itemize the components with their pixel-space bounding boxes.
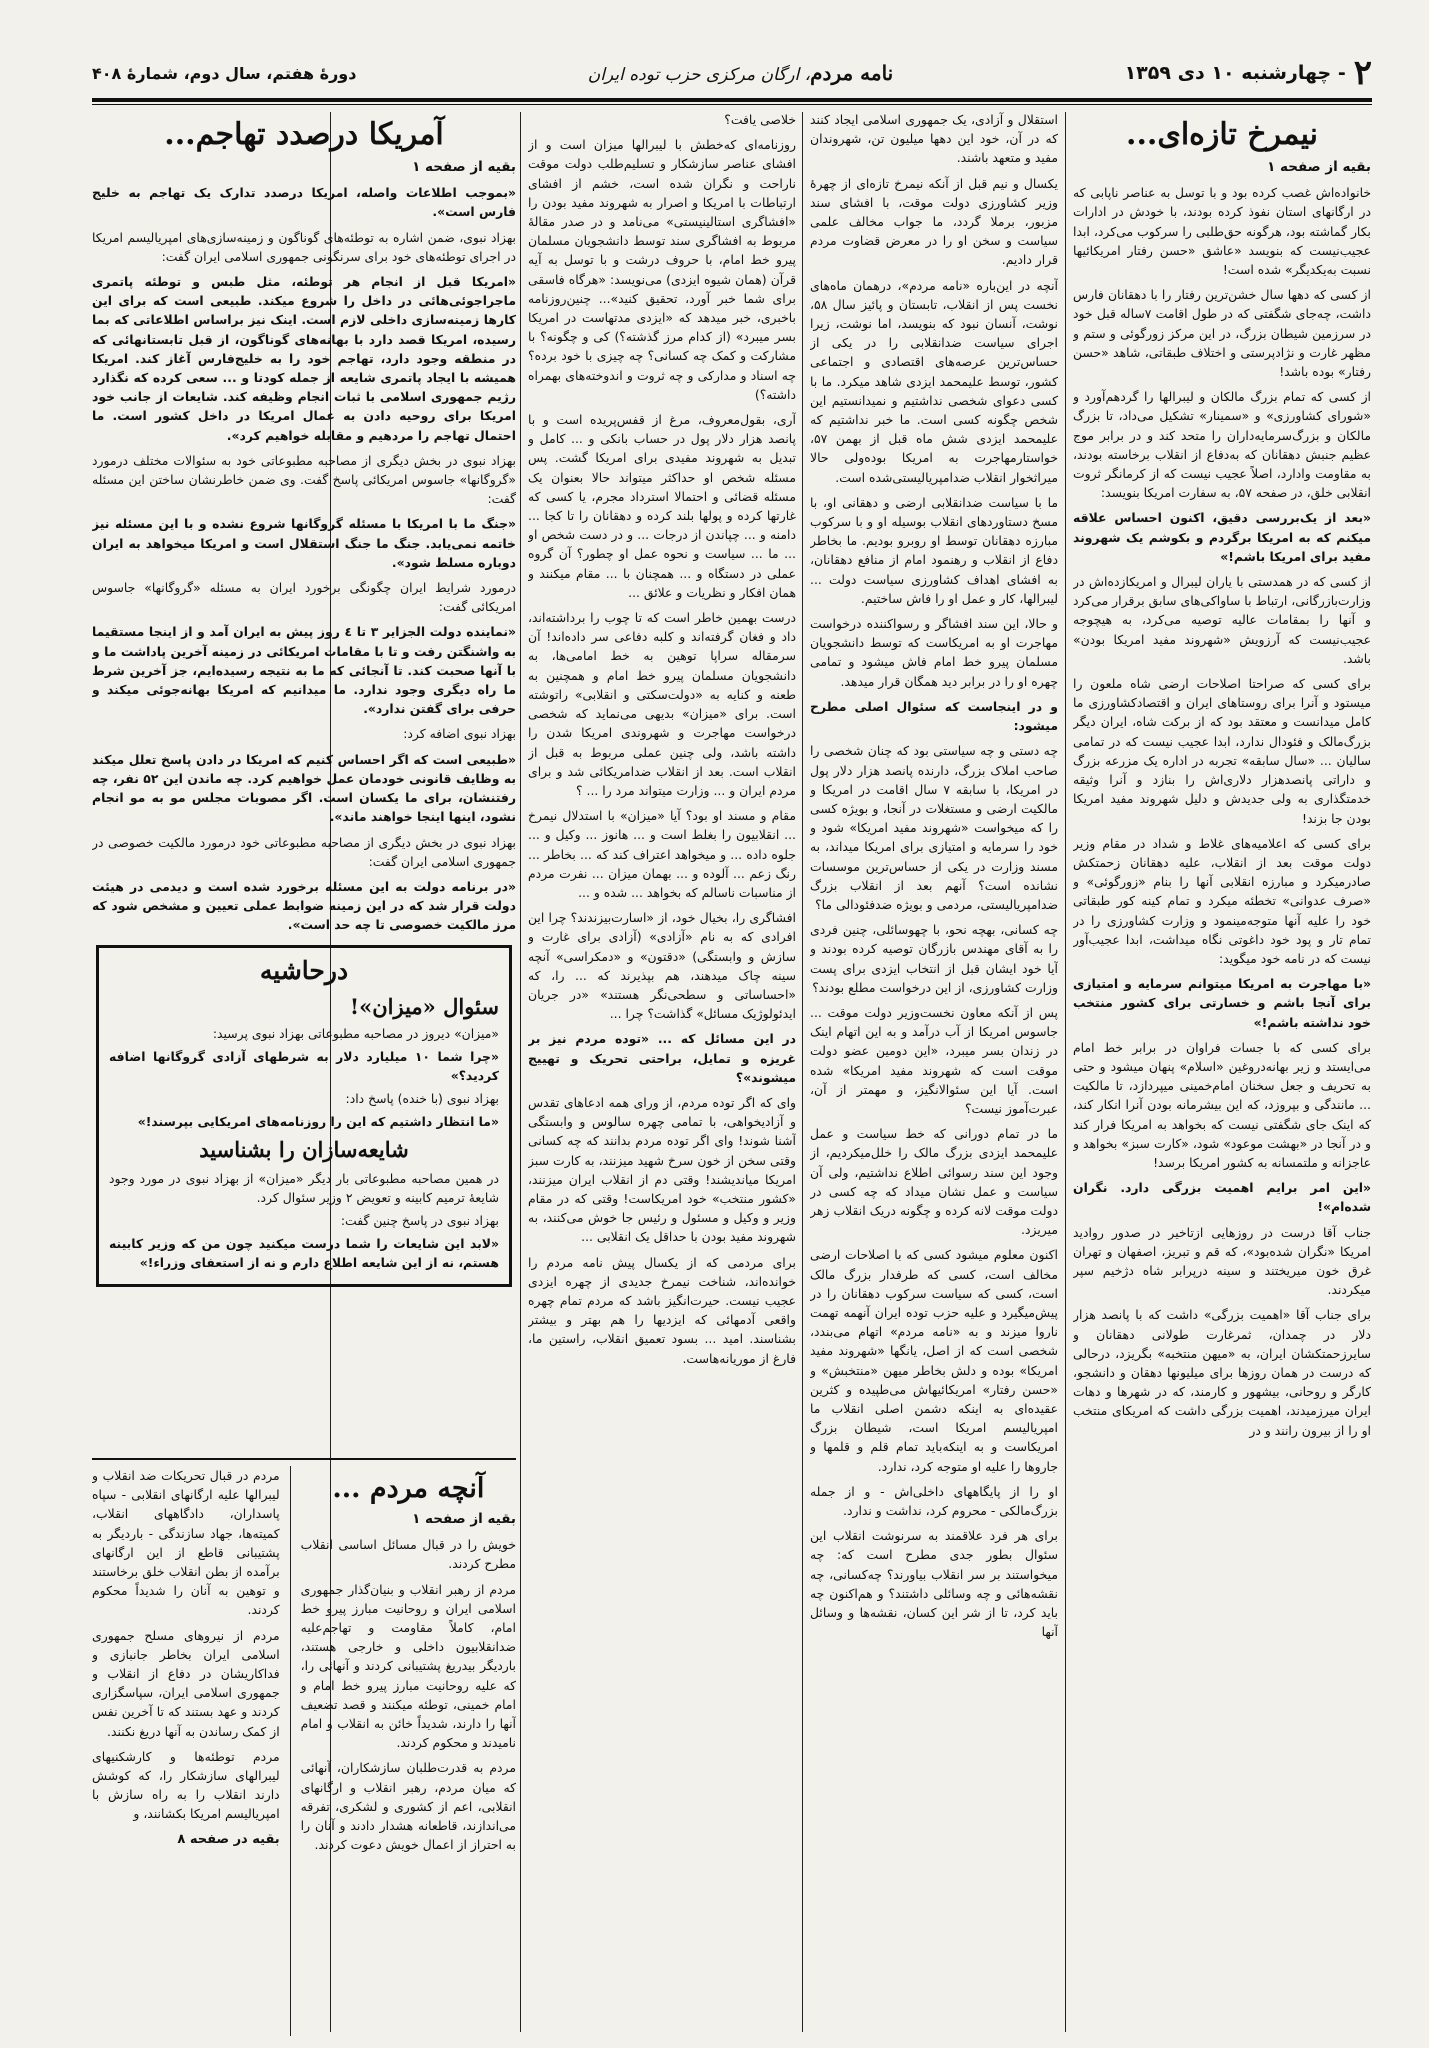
article-anche-mardom — [92, 1466, 516, 2036]
masthead-rule-thin — [92, 104, 1372, 105]
paragraph: اکنون معلوم میشود کسی که با اصلاحات ارضی مخالف است، کسی که طرفدار بزرگ مالک است، کسی که سیاست سرکوب دهقانان را در پیش‌میگیرد و علیه حزب توده ایران آنهمه تهمت ناروا میزند و به «نامه مردم» اتهام می‌بندد، شخصی است که از اصل، یانگها «شهروند مفید امریکا» بوده و دلش بخاطر میهن «منتخبش» و «حسن رفتار» امریکائیهاش می‌طپیده و کثرین عقیده‌ای به اینکه دشمن اصلی انقلاب ما امپریالیسم امریکا است، شیطان بزرگ امریکاست و به اینکه‌باید تمام قلم و قلمها و جاروها را علیه او متوجه کرد، ندارد. — [810, 1247, 1058, 1474]
paragraph: خویش را در قبال مسائل اساسی انقلاب مطرح کردند. — [300, 1537, 516, 1572]
paragraph: در همین مصاحبه مطبوعاتی بار دیگر «میزان» از بهزاد نبوی در مورد وجود شایعهٔ ترمیم کابینه و تعویض ۲ وزیر سئوال کرد. — [109, 1170, 499, 1205]
continued-from: بقیه از صفحه ۱ — [412, 159, 516, 175]
quote-paragraph: «طبیعی است که اگر احساس کنیم که امریکا در دادن پاسخ تعلل میکند به وظایف قانونی خودمان عمل خواهیم کرد. چه ماندن این ۵۲ نفر، چه رفتنشان، برای ما یکسان است. اگر مصوبات مجلس مو به مو انجام نشود، اینها اینجا خواهند ماند». — [92, 751, 516, 825]
article-subcolumn — [92, 1466, 280, 2036]
article-tahajom — [92, 110, 516, 1450]
paragraph: وای که اگر توده مردم، از ورای همه ادعاهای تقدس و آزادیخواهی، با تمامی چهره سالوس و وابستگی آشنا شوند! وای اگر توده مردم بدانند که چه کسانی وقتی سخن از خون سرخ شهید میزنند، به کارت سبز امریکا میاندیشند! وقتی دم از انقلاب ایران میزنند، «کشور منتخب» خود امریکاست! وقتی که در مقام وزیر و وکیل و مسئول و رئیس جا خوش می‌کنند، به شهروند مفید بودن با حداقل یک انقلابی ... — [528, 1094, 796, 1245]
box-title: درحاشیه — [259, 955, 349, 985]
paragraph: خانواده‌اش غصب کرده بود و با توسل به عناصر ناپابی که در ارگانهای استان نفوذ کرده بودند، با خودش در ادارات بکار گماشته بود، هرگونه حق‌طلبی را سرکوب می‌کرد، ابدا عجیب‌نیست که بنویسد «عاشق «حسن رفتار امریکائیها نسبت به‌یکدیگر» شده است! — [1073, 185, 1371, 278]
article-body-columns — [92, 1466, 516, 2036]
paragraph: روزنامه‌ای که‌خطش با لیبرالها میزان است و از افشای عناصر سازشکار و تسلیم‌طلب دولت موقت ناراحت و نگران شده است، خشم از افشای ارتباطات با امریکا و اصرار به شهروند مفید بودن را «افشاگری استالینیستی» می‌نامد و در صدر مقالهٔ مربوط به افشاگری سند توسط دانشجویان مسلمان پیرو خط امام، با حروف درشت و با توسل به آیه قرآن (همان شیوه ایزدی) می‌نویسد: «هرگاه فاسقی برای شما خبر آورد، تحقیق کنید»... چنین‌روزنامه باخبری، خبر میدهد که «ایزدی مدتهاست در امریکا بسر میبرد» (از کدام مرز گذشته؟) کی و چگونه؟ با مشارکت و کمک چه کسانی؟ چه چیزی با خود برده؟ چه اسناد و مدارکی و چه ثروت و اندوخته‌های بهمراه داشته؟) — [528, 137, 796, 402]
paragraph: برای کسی که صراحتا اصلاحات ارضی شاه ملعون را میستود و آنرا برای روستاهای ایران و اقتصادکشاورزی ما کامل میدانست و معتقد بود که از برکت شاه، ایران دیگر بزرگ‌مالک و فئودال ندارد، ابدا عجیب نیست که در تمامی سالیان ... «سال سابقه» تجربه در اداره یک مزرعه بزرگ و داراتی پانصدهزار دلاری‌اش را بنازد و آنرا وثیقه خدمتگذاری به ولی جدیدش و دلیل شهروند مفید امریکا بودن جا بزند! — [1073, 676, 1371, 826]
paragraph: برای هر فرد علاقمند به سرنوشت انقلاب این سئوال بطور جدی مطرح است که: چه میخواستند بر سر انقلاب بیاورند؟ چه‌کسانی، چه نقشه‌هائی و چه وسائلی داشتند؟ و هم‌اکنون چه باید کرد، تا از شر این کسان، نقشه‌ها و وسائل آنها — [810, 1528, 1058, 1640]
paragraph: چه کسانی، بهچه نحو، با چهوسائلی، چنین فردی را به آقای مهندس بازرگان توصیه کرده بودند و آیا خود ایشان قبل از انتخاب ایزدی برای پست وزارت کشاورزی، از این درخواست مطلع بودند؟ — [810, 922, 1058, 995]
article-title: نیمرخ تازه‌ای... — [1126, 117, 1318, 152]
paragraph: برای جناب آقا «اهمیت بزرگی» داشت که با پانصد هزار دلار در چمدان، ثمرغارت طولانی دهقانان و سایرزحمتکشان ایران، به «میهن منتخبه» بگریزد، درحالی که درست در همان روزها برای میلیونها دهقان و دانشجو، کارگر و روحانی، بیشهور و کارمند، که در شهرها و دهات ایران میرزمیدند، اهمیت بزرگی داشت که امریکای منتخب او را از بیرون رانند و در — [1073, 1307, 1371, 1438]
paragraph: مردم در قبال تحریکات ضد انقلاب و لیبرالها علیه ارگانهای انقلابی - سپاه پاسداران، دادگاههای انقلاب، کمیته‌ها، جهاد سازندگی - باردیگر به پشتیبانی قاطع از این ارگانهای برآمده از بطن انقلاب خلق برخاستند و توهین به آنان را شدیداً محکوم کردند. — [92, 1468, 280, 1618]
paragraph: استقلال و آزادی، یک جمهوری اسلامی ایجاد کنند که در آن، خود این دهها میلیون تن، شهروندان مفید و متعهد باشند. — [810, 112, 1058, 166]
paragraph: پس از آنکه معاون نخست‌وزیر دولت موقت ... جاسوس امریکا از آب درآمد و به این اتهام اینک در زندان بسر میبرد، «این دومین عضو دولت موقت است که شهروند مفید امریکا» شده است. آیا این سئوالانگیز، و مهمتر از آن، عبرت‌آموز نیست؟ — [810, 1004, 1058, 1116]
paragraph: درمورد شرایط ایران چگونگی برخورد ایران به مسئله «گروگانها» جاسوس امریکائی گفت: — [92, 580, 516, 615]
paragraph: ما با سیاست ضدانقلابی ارضی و دهقانی او، با مسخ دستاوردهای انقلاب بوسیله او و با سرکوب مبارزه دهقانان توسط او روبرو بودیم. ما بخاطر دفاع از انقلاب و رهنمود امام از منافع دهقانان، به افشای اهداف کشاورزی سیاست دولت ... لیبرالها، کار و عمل او را فاش ساختیم. — [810, 494, 1058, 606]
paragraph: مردم به قدرت‌طلبان سازشکاران، آنهائی که میان مردم، رهبر انقلاب و ارگانهای انقلابی، اعم از کشوری و لشکری، تفرقه می‌اندازند، قاطعانه هشدار دادند و آنان را به احتراز از اعمال خویش دعوت کردند. — [300, 1760, 516, 1853]
paragraph: بهزاد نبوی در بخش دیگری از مصاحبه مطبوعاتی خود درمورد مالکیت خصوصی در جمهوری اسلامی ایران گفت: — [92, 834, 516, 869]
sidebar-box-dar-hashieh — [96, 945, 512, 1287]
column-divider — [520, 112, 521, 2032]
paragraph: بهزاد نبوی، ضمن اشاره به توطئه‌های گوناگون و زمینه‌سازی‌های امپریالیسم امریکا در اجرای توطئه‌های خود برای سرنگونی جمهوری اسلامی ایران گفت: — [92, 229, 516, 264]
continued-from: بقیه از صفحه ۱ — [1267, 159, 1371, 175]
paragraph: جناب آقا درست در روزهایی ازتاخیر در صدور روادید امریکا «نگران شده‌بود»، که قم و تبریز، اصفهان و تهران غرق خون میریختند و سینه درپرابر شاه دژخیم سپر میکردند. — [1073, 1224, 1371, 1298]
paragraph: و در اینجاست که سئوال اصلی مطرح میشود: — [810, 698, 1058, 734]
paragraph: از کسی که تمام بزرگ مالکان و لیبرالها را گردهم‌آورد و «شورای کشاورزی» و «سمینار» تشکیل می‌داد، تا بزرگ مالکان و بزرگ‌سرمایه‌داران را متحد کند و در برابر موج عظیم جنبش دهقانان که به‌دفاع از انقلاب برخاسته بودند، به مقاومت وادارد، اصلاً عجیب نیست که از کرمانگر ثروت انقلابی خلق، در صفحه ۵۷، به سفارت امریکا بنویسد: — [1073, 389, 1371, 501]
article-nimrokh-continued — [810, 110, 1058, 2035]
quote-paragraph: «چرا شما ۱۰ میلیارد دلار به شرطهای آزادی گروگانها اضافه کردید؟» — [109, 1048, 499, 1083]
paragraph: مردم از نیروهای مسلح جمهوری اسلامی ایران بخاطر جانبازی و فداکاریشان در دفاع از انقلاب و جمهوری اسلامی ایران، سپاسگزاری کردند و عهد بستند که تا آخرین نفس از کمک رساندن به آنها دریغ نکنند. — [92, 1627, 280, 1739]
box-subheading: سئوال «میزان»! — [349, 993, 499, 1019]
quote-paragraph: «لابد این شایعات را شما درست میکنید چون من که وزیر کابینه هستم، نه از این شایعه اطلاع دارم و نه از استعفای وزراء!» — [109, 1235, 499, 1270]
paragraph: «بموجب اطلاعات واصله، امریکا درصدد تدارک یک تهاجم به خلیج فارس است». — [92, 185, 516, 220]
paragraph: بهزاد نبوی (با خنده) پاسخ داد: — [345, 1090, 499, 1106]
paragraph: بهزاد نبوی اضافه کرد: — [403, 726, 516, 742]
paragraph: آنچه در این‌باره «نامه مردم»، درهمان ماه‌های نخست پس از انقلاب، تابستان و پائیز سال ۵۸، نوشت، آنسان نبود که بنویسد، اما نوشت، زیرا اجرای سیاست ضدانقلابی را در یکی از حساس‌ترین عرصه‌های اقتصادی و اجتماعی کشور، توسط علیمحمد ایزدی شاهد میکرد. ما با کسی دعوای شخصی نداشتیم و نمیدانستیم این شخص چگونه کسی است. ما خبر نداشتیم که علیمحمد ایزدی شش ماه قبل از بهمن ۵۷، خواستارمهاجرت به امریکا بوده‌ولی حالا میراثخوار انقلاب ضدامپریالیستی‌شده است. — [810, 277, 1058, 485]
paragraph: از کسی که دهها سال خشن‌ترین رفتار را با دهقانان فارس داشت، چه‌جای شگفتی که در طول اقامت ۷ساله قبل خود در سرزمین شیطان بزرگ، در این مرکز زورگوئی و ستم و مظهر غارت و نژادپرستی و اختلاف طبقاتی، شاهد «حسن رفتار» بوده باشد! — [1073, 287, 1371, 380]
page-number: ۲ — [1353, 53, 1372, 93]
paragraph: خلاصی یافت؟ — [724, 112, 796, 127]
column-divider — [290, 1466, 291, 2036]
section-rule — [92, 1458, 516, 1460]
quote-paragraph: «ما انتظار داشتیم که این را روزنامه‌های امریکایی بپرسند!» — [137, 1113, 499, 1129]
quote-paragraph: «این امر برایم اهمیت بزرگی دارد. نگران شده‌ام»! — [1073, 1180, 1371, 1215]
paragraph: از کسی که در همدستی با یاران لیبرال و امریکازده‌اش در وزارت‌بازرگانی، ارتباط با ساواکی‌های سابق برقرار می‌کرد و آنها را بمقامات عالیه توصیه می‌کرد، به هیچوجه عجیب‌نیست که آرزویش «شهروند مفید امریکا بودن» باشد. — [1073, 574, 1371, 666]
masthead — [92, 52, 1372, 94]
continued-on: بقیه در صفحه ۸ — [177, 1831, 280, 1847]
article-subcolumn — [301, 1466, 516, 2036]
paragraph: برای کسی که اعلامیه‌های غلاط و شداد در مقام وزیر دولت موقت بعد از انقلاب، علیه دهقانان زحمتکش صادرمیکرد و مبارزه انقلابی آنها را بنام «زورگوئی» و «صرف عدوانی» تخطئه میکرد و تمام کینه کور طبقاتی خود را علیه آنها متوجه‌مینمود و وزارت کشاورزی را در تمام تار و پود خود داغوتی نگاه میداشت، ابدا عجیب‌آور نیست که در نامه خود میگوید: — [1073, 835, 1371, 966]
paragraph: بهزاد نبوی در پاسخ چنین گفت: — [340, 1212, 499, 1228]
masthead-rule — [92, 98, 1372, 102]
quote-paragraph: «امریکا قبل از انجام هر توطئه، مثل طبس و توطئه پاتمری ماجراجوئی‌هائی در داخل را شروع میکند. طبیعی است که برای این کارها زمینه‌سازی داخلی لازم است. اینک نیز براساس اطلاعاتی که بما رسیده، امریکا قصد دارد با بهانه‌های گوناگون، از قبل تابستانهائی که در منطقه وجود دارد، تهاجم خود را به خلیج‌فارس آغاز کند. امریکا همیشه با ایجاد پاتمری شایعه از جمله کودتا و ... سعی کرده که نگذارد رژیم جمهوری اسلامی با ثبات انجام وظیفه کند. شایعات از جانب خود امریکا برای روحیه دادن به عمال امریکا در داخل کشور است. ما احتمال تهاجم را مردهیم و مقابله خواهیم کرد». — [92, 274, 516, 443]
paragraph: «میزان» دیروز در مصاحبه مطبوعاتی بهزاد نبوی پرسید: — [212, 1025, 499, 1041]
article-title: آنچه مردم ... — [332, 1473, 485, 1504]
article-title: آمریکا درصدد تهاجم... — [164, 117, 444, 152]
article-nimrokh — [1073, 110, 1371, 2035]
paragraph: برای کسی که با جسات فراوان در برابر خط امام می‌ایستد و زیر بهانه‌دروغین «اسلام» پنهان میشود و حتی به تحریف و جعل سخنان امام‌خمینی میپردازد، تا مالکیت ... مانندگی و بپروزد، که این بیشرمانه بودن آنرا انکار کند، که اینک جای شگفتی نیست که بخواهد به امریکا فرار کند و در آنجا در «بهشت موعود» شود، «کارت سبز» بخواهد و عاجزانه و ملتمسانه به کشور امریکا برسد! — [1073, 1039, 1371, 1170]
paragraph: درست بهمین خاطر است که تا چوب را برداشته‌اند، داد و فغان گرفته‌اند و کلبه دفاعی سر داده‌اند! آن سرمقاله سراپا توهین به خط امامی‌ها، به دانشجویان مسلمان پیرو خط امام و همچنین به طعنه و کنایه به «دولت‌سکتی و انقلابی» راتوشته است. برای «میزان» بدیهی می‌نماید که شخصی درخواست مهاجرت و شهروندی امریکا شدن را داشته باشد، ولی چنین عملی مربوط به قبل از انقلاب است. بعد از انقلاب ضدامریکائی شد و برای مردم ایران و ... وزارت میتواند مرد را ... ؟ — [528, 610, 796, 798]
paper-name: نامه مردم — [810, 61, 894, 85]
paper-tagline: ، ارگان مرکزی حزب توده ایران — [587, 65, 811, 85]
masthead-date-block — [1124, 53, 1372, 93]
quote-paragraph: «نماینده دولت الجزایر ۳ تا ٤ روز پیش به ایران آمد و از اینجا مستقیما به واشنگتن رفت و تا با مقامات امریکائی در زمینه آخرین پاداشت ما و با آنها صحبت کند. تا آنجائی که ما به نتیجه رسیده‌ایم، جز آخرین شرط ما راه دیگری وجود ندارد. ما میدانیم که امریکا بهانه‌جوئی میکند و حرفی برای گفتن ندارد». — [92, 624, 516, 717]
continued-from: بقیه از صفحه ۱ — [412, 1511, 516, 1527]
quote-paragraph: «در برنامه دولت به این مسئله برخورد شده است و دیدمی در هیئت دولت قرار شد که در این زمینه ضوابط عملی تعیین و مشخص شود که مرز مالکیت خصوصی تا چه حد است». — [92, 878, 516, 933]
issue-number: دورهٔ هفتم، سال دوم، شمارهٔ ۴۰۸ — [92, 63, 357, 83]
article-nimrokh-continued-2 — [528, 110, 796, 2035]
quote-paragraph: «با مهاجرت به امریکا میتوانم سرمایه و امتیازی برای آنجا باشم و خسارتی برای کشور منتخب خود نداشته باشم!» — [1073, 976, 1371, 1030]
paragraph: ما در تمام دورانی که خط سیاست و عمل علیمحمد ایزدی بزرگ مالک را خلل‌میکردیم، از وجود این سند رسوائی اطلاع نداشتیم، ولی آن سیاست و عمل نشان میداد که چه کسی در دولت موقت لانه کرده و چگونه دریک انقلاب زهر میریزد. — [810, 1126, 1058, 1238]
paragraph: برای مردمی که از یکسال پیش نامه مردم را خوانده‌اند، شناخت نیمرخ جدیدی از چهره ایزدی عجیب نیست. حیرت‌انگیز باشد که مردم تمام چهره واقعی آدمهائی که ایزدیها را هم بهتر و بیشتر بشناسند. امید ... بسود تعمیق انقلاب، راستین ما، فارغ از موریانه‌هاست. — [528, 1254, 796, 1366]
paragraph: مردم توطئه‌ها و کارشکنیهای لیبرالهای سازشکار را، که کوشش دارند انقلاب را به راه سازش با امپریالیسم امریکا بکشانند، و — [92, 1748, 280, 1822]
paragraph: چه دستی و چه سیاستی بود که چنان شخصی را صاحب املاک بزرگ، دارنده پانصد هزار دلار پول در امریکا، با سابقه ۷ سال اقامت در امریکا و مالکیت ارضی و مستغلات در آنجا، و بویژه کسی را که میخواست «شهروند مفید امریکا» شود و خود را سرمایه و امتیازی برای امریکا میداند، به مسند وزارت در یکی از حساس‌ترین موسسات نشانده است؟ آنهم بعد از انقلاب بزرگ ضدامپریالیستی، مردمی و بویژه ضدفئودالی ما؟ — [810, 743, 1058, 912]
paragraph: مقام و مسند او بود؟ آیا «میزان» با استدلال نیمرخ ... انقلابیون را بغلط است و ... هانوز ... وکیل و ... جلوه داده ... و میخواهد اعتراف کند که ... بخاطر ... رنگ زعم ... آلوده و ... بهمان میزان ... نفرت مردم از مناسبات ناسالم که بخواهد ... شده و ... — [528, 808, 796, 900]
quote-paragraph: «بعد از یک‌بررسی دقیق، اکنون احساس علاقه میکنم که به امریکا برگردم و بکوشم یک شهروند مفید برای امریکا باشم!» — [1073, 510, 1371, 564]
box-subheading: شایعه‌سازان را بشناسید — [199, 1136, 409, 1162]
paragraph: یکسال و نیم قبل از آنکه نیمرخ تازه‌ای از چهرهٔ وزیر کشاورزی دولت موقت، با افشای سند مزبور، برملا گردد، ما جواب مخالف علمی سیاست و سخن او را در معرض قضاوت مردم قرار دادیم. — [810, 175, 1058, 268]
paper-title — [588, 61, 894, 85]
paragraph: او را از پایگاههای داخلی‌اش - و از جمله بزرگ‌مالکی - محروم کرد، نداشت و ندارد. — [810, 1483, 1058, 1519]
paragraph: و حالا، این سند افشاگر و رسواکننده درخواست مهاجرت او به امریکاست که توسط دانشجویان مسلمان پیرو خط امام فاش میشود و تمامی چهره او را در برابر دید همگان قرار میدهد. — [810, 616, 1058, 689]
quote-paragraph: «جنگ ما با امریکا با مسئله گروگانها شروع نشده و با این مسئله نیز خاتمه نمی‌یابد. جنگ ما جنگ استقلال است و امریکا میخواهد به ایران دوباره مسلط شود». — [92, 516, 516, 570]
paragraph: افشاگری را، بخیال خود، از «اسارت‌بیزندند؟ چرا این افرادی که به نام «آزادی» (آزادی برای غارت و سازش و وابستگی) «دقتون» و «دمکراسی» آنچه سینه چاک میدهند، هم بپذیرند که ... را، که «احساساتی و سطحی‌نگر هستند» «در جریان ایدئولوژیک مسائل» گذاشت؟ چرا ... — [528, 910, 796, 1022]
column-divider — [802, 112, 803, 2032]
paragraph: مردم از رهبر انقلاب و بنیان‌گذار جمهوری اسلامی ایران و روحانیت مبارز پیرو خط امام، کاملاً مقاومت و تهاجم‌علیه ضدانقلابیون داخلی و خارجی هستند، باردیگر بیدریغ پشتیبانی کردند و آنهائی را، که علیه روحانیت مبارز پیرو خط امام و امام خمینی، توطئه میکنند و قصد تضعیف آنها را دارند، شدیداً خائن به انقلاب و امام نامیدند و محکوم کردند. — [300, 1581, 516, 1751]
masthead-issue-block — [92, 64, 356, 83]
column-divider — [1065, 112, 1066, 2032]
issue-date: - چهارشنبه ۱۰ دی ۱۳۵۹ — [1124, 62, 1346, 84]
paragraph: آری، بقول‌معروف، مرغ از قفس‌پریده است و با پانصد هزار دلار پول در حساب بانکی و ... کامل و تبدیل به شهروند مفیدی برای امریکا گشت. پس مسئله شخص او حداکثر میتواند حالا بعنوان یک مسئله قضائی و احتمالا استرداد مجرم، یا کسی که غارتها کرده و پولها بلند کرده و دهقانان را تا کجا ... دامنه و ... چپاندن از درجات ... و در دست شخص او ... ما ... سیاست و نحوه عمل او چطور؟ آن گروه عملی در دستگاه و ... همچنان با ... مقام میکنند و همان افکار و نظریات و علائق ... — [528, 412, 796, 600]
paragraph: بهزاد نبوی در بخش دیگری از مصاحبه مطبوعاتی خود به سئوالات مختلف درمورد «گروگانها» جاسوس امریکائی پاسخ گفت. وی ضمن خاطرنشان ساختن این مسئله گفت: — [92, 452, 516, 507]
paragraph: در این مسائل که ... «توده مردم نیز بر غریزه و تمایل، براحتی تحریک و تهییج میشوند»؟ — [528, 1031, 796, 1085]
